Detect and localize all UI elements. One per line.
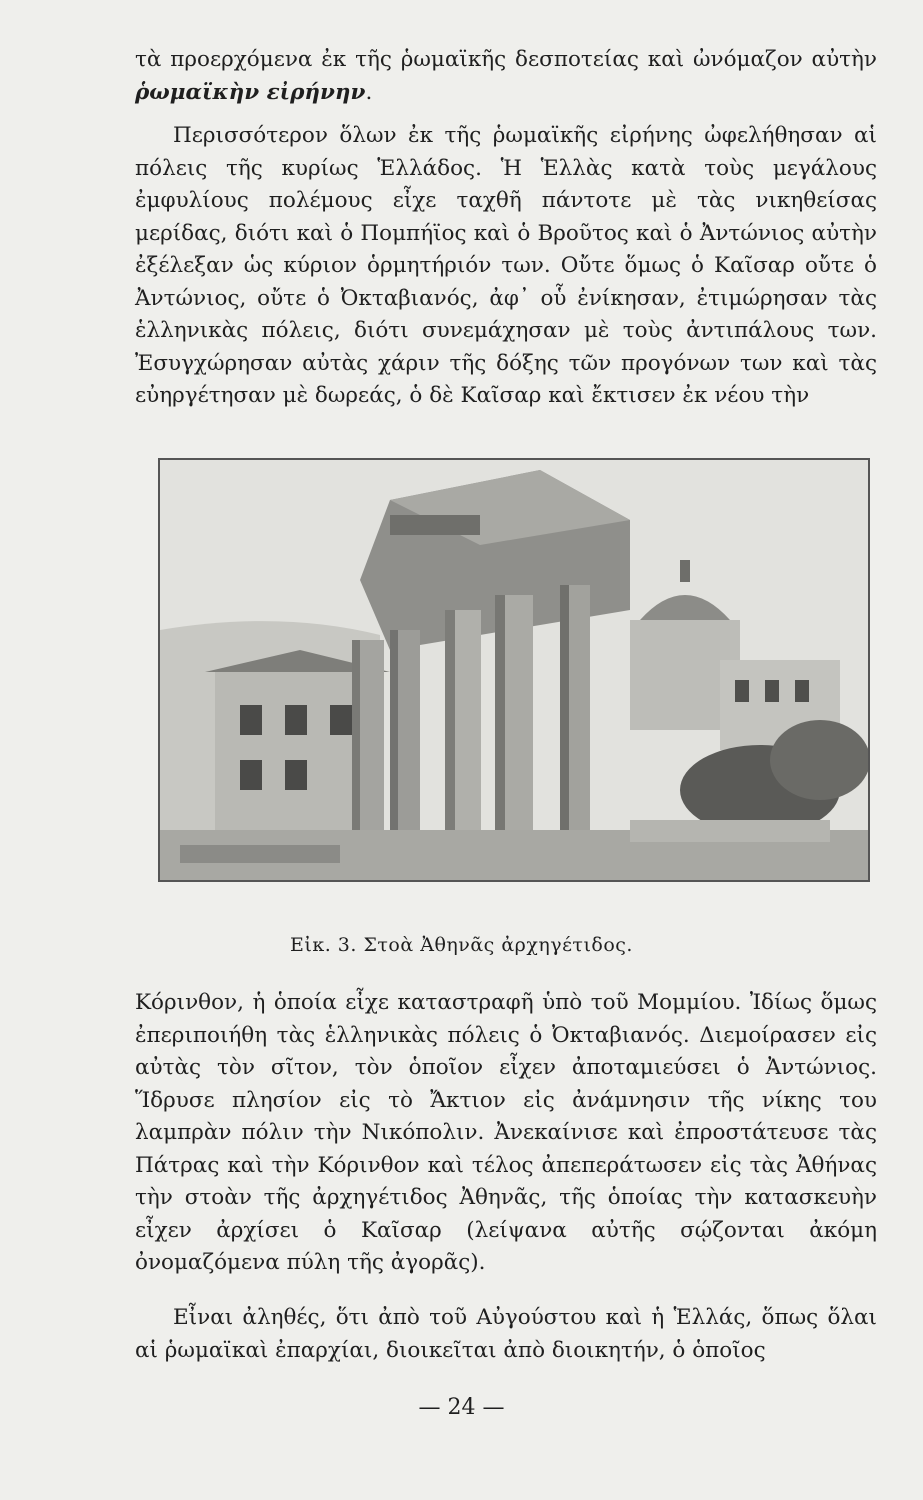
page-number: — 24 — (418, 1395, 505, 1420)
figure-caption: Εἰκ. 3. Στοὰ Ἀθηνᾶς ἀρχηγέτιδος. (290, 934, 633, 956)
paragraph-intro-continuation (135, 44, 877, 109)
stoa-photo-illustration (160, 460, 868, 880)
paragraph-augustus-province: Εἶναι ἀληθές, ὅτι ἀπὸ τοῦ Αὐγούστου καὶ ἡ Ἑλλάς, ὅπως ὅλαι αἱ ῥωμαϊκαὶ ἐπαρχίαι, διοικεῖται ἀπὸ διοικητήν, ὁ ὁποῖος (135, 1305, 877, 1363)
paragraph-octavian-favors: Κόρινθον, ἡ ὁποία εἶχε καταστραφῆ ὑπὸ τοῦ Μομμίου. Ἰδίως ὅμως ἐπεριποιήθη τὰς ἑλληνικὰς πόλεις ὁ Ὀκταβιανός. Διεμοίρασεν εἰς αὐτὰς τὸν σῖτον, τὸν ὁποῖον εἶχεν ἀποταμιεύσει ὁ Ἀντώνιος. Ἵδρυσε πλησίον εἰς τὸ Ἄκτιον εἰς ἀνάμνησιν τῆς νίκης του λαμπρὰν πόλιν τὴν Νικόπολιν. Ἀνεκαίνισε καὶ ἐπροστάτευσε τὰς Πάτρας καὶ τὴν Κόρινθον καὶ τέλος ἀπεπεράτωσεν εἰς τὰς Ἀθήνας τὴν στοὰν τῆς ἀρχηγέτιδος Ἀθηνᾶς, τῆς ὁποίας τὴν κατασκευὴν εἶχεν ἀρχίσει ὁ Καῖσαρ (λείψανα αὐτῆς σῴζονται ἀκόμη ὀνομαζόμενα πύλη τῆς ἀγορᾶς). (135, 990, 877, 1275)
paragraph-greece-benefits: Περισσότερον ὅλων ἐκ τῆς ῥωμαϊκῆς εἰρήνης ὠφελήθησαν αἱ πόλεις τῆς κυρίως Ἑλλάδος. Ἡ Ἑλλὰς κατὰ τοὺς μεγάλους ἐμφυλίους πολέμους εἶχε ταχθῆ πάντοτε μὲ τὰς νικηθείσας μερίδας, διότι καὶ ὁ Πομπήϊος καὶ ὁ Βροῦτος καὶ ὁ Ἀντώνιος αὐτὴν ἐξέλεξαν ὡς κύριον ὁρμητήριόν των. Οὔτε ὅμως ὁ Καῖσαρ οὔτε ὁ Ἀντώνιος, οὔτε ὁ Ὀκταβιανός, ἀφ᾽ οὗ ἐνίκησαν, ἐτιμώρησαν τὰς ἑλληνικὰς πόλεις, διότι συνεμάχησαν μὲ τοὺς ἀντιπάλους των. Ἐσυγχώρησαν αὐτὰς χάριν τῆς δόξης τῶν προγόνων των καὶ τὰς εὐηργέτησαν μὲ δωρεάς, ὁ δὲ Καῖσαρ καὶ ἔκτισεν ἐκ νέου τὴν (135, 123, 877, 408)
p1-text-b: . (365, 79, 373, 105)
figure-photo (158, 458, 870, 882)
emphasis-roman-peace: ῥωμαϊκὴν εἰρήνην (135, 79, 366, 105)
p1-text-a: τὰ προερχόμενα ἐκ τῆς ῥωμαϊκῆς δεσποτείας καὶ ὠνόμαζον αὐτὴν (135, 47, 877, 72)
